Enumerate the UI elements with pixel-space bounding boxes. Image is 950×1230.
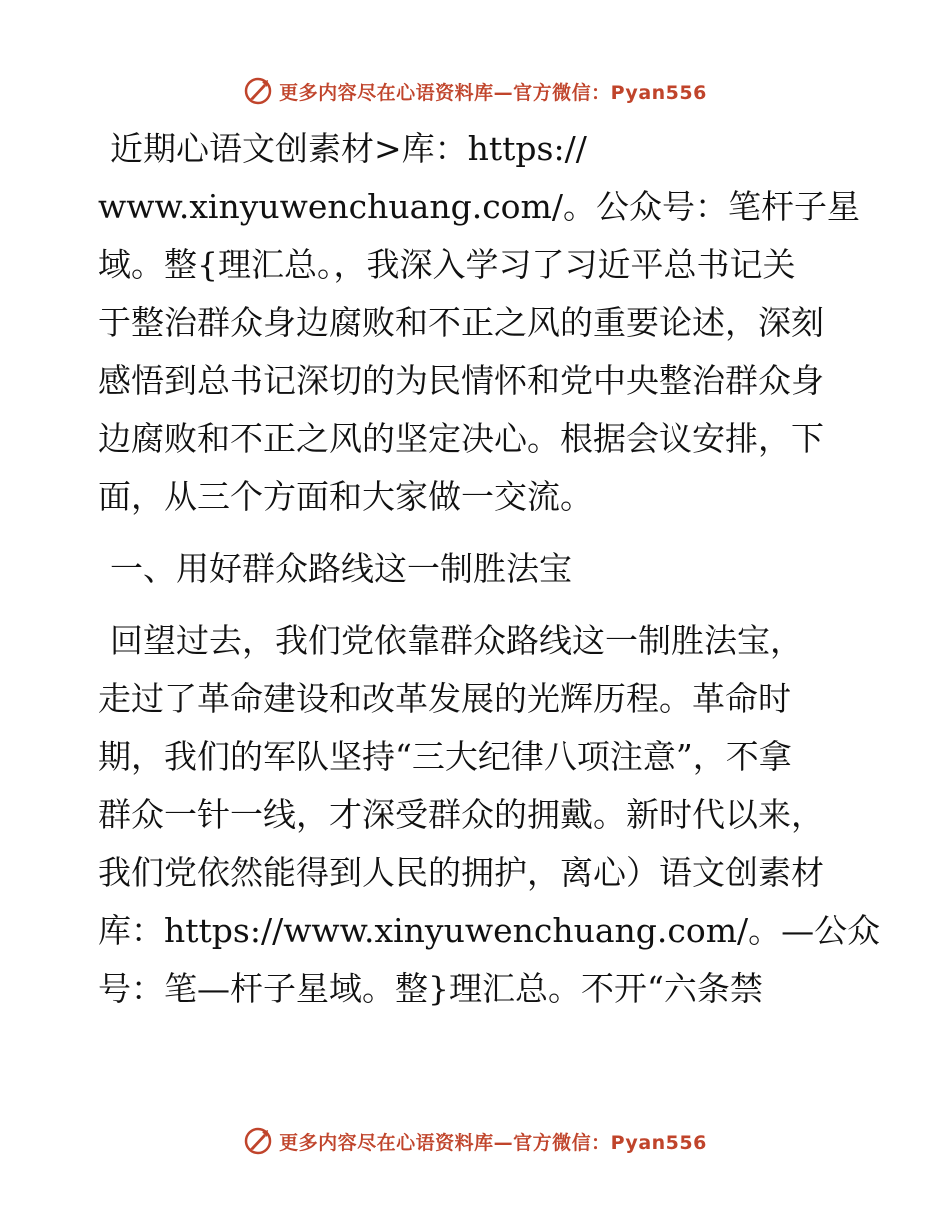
- paragraph-1-line: 边腐败和不正之风的坚定决心。根据会议安排，下: [98, 419, 824, 458]
- section-heading: 一、用好群众路线这一制胜法宝: [110, 549, 572, 588]
- paragraph-1-line: 近期心语文创素材>库：https://: [110, 129, 587, 168]
- paragraph-1-line: 面，从三个方面和大家做一交流。: [98, 477, 593, 516]
- paragraph-2-line: 群众一针一线，才深受群众的拥戴。新时代以来，: [98, 795, 824, 834]
- paragraph-2-line: 期，我们的军队坚持“三大纪律八项注意”，不拿: [98, 737, 792, 776]
- footer-watermark-text: 更多内容尽在心语资料库—官方微信：Pyan556: [279, 1131, 707, 1154]
- header-watermark-text: 更多内容尽在心语资料库—官方微信：Pyan556: [279, 81, 707, 104]
- paragraph-2-line: 号：笔—杆子星域。整}理汇总。不开“六条禁: [98, 969, 763, 1008]
- header-watermark-banner: [0, 74, 950, 108]
- quill-logo-icon: [243, 76, 273, 106]
- paragraph-1-line: www.xinyuwenchuang.com/。公众号：笔杆子星: [98, 187, 860, 226]
- paragraph-1-line: 于整治群众身边腐败和不正之风的重要论述，深刻: [98, 303, 824, 342]
- document-body: [98, 120, 881, 1018]
- quill-logo-icon: [243, 1126, 273, 1156]
- footer-watermark-banner: [0, 1124, 950, 1158]
- paragraph-2-line: 我们党依然能得到人民的拥护，离心）语文创素材: [98, 853, 824, 892]
- paragraph-1-line: 感悟到总书记深切的为民情怀和党中央整治群众身: [98, 361, 824, 400]
- paragraph-2-line: 库：https://www.xinyuwenchuang.com/。—公众: [98, 911, 881, 950]
- paragraph-2-line: 回望过去，我们党依靠群众路线这一制胜法宝，: [110, 621, 803, 660]
- paragraph-2-line: 走过了革命建设和改革发展的光辉历程。革命时: [98, 679, 791, 718]
- paragraph-1-line: 域。整{理汇总。，我深入学习了习近平总书记关: [98, 245, 796, 284]
